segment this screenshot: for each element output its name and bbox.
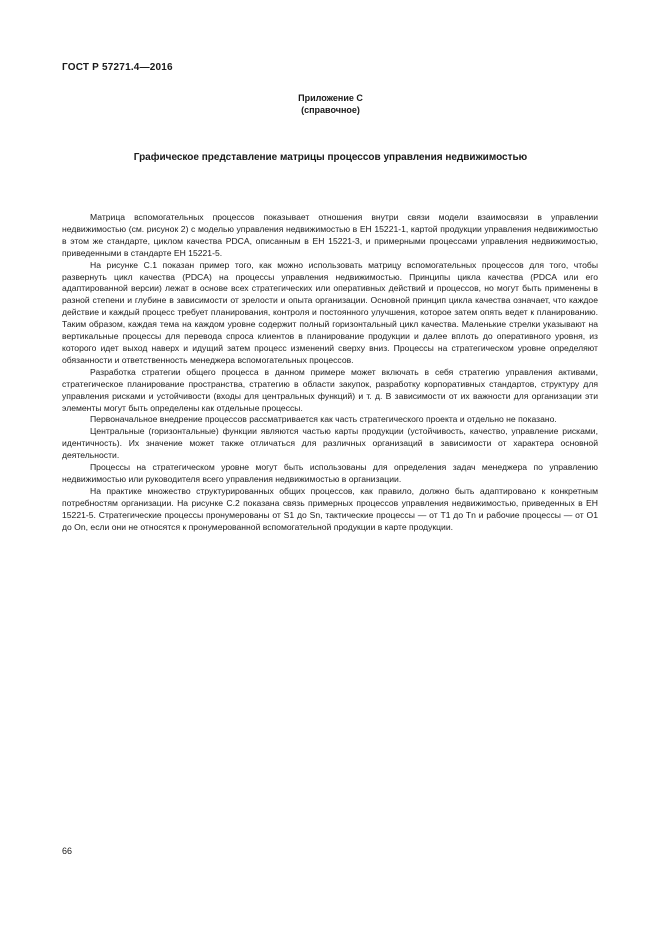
page-number: 66 — [62, 846, 73, 856]
paragraph: Разработка стратегии общего процесса в данном примере может включать в себя стратегию управления активами, стратегическое планирование пространства, стратегию в области закупок, разработку корпоративных стандартов, структуру для управления рисками и устойчивости (входы для центральных функций) и т. д. В зависимости от их важности для организации эти элементы могут быть определены как отдельные процессы. — [62, 366, 598, 413]
paragraph: Процессы на стратегическом уровне могут быть использованы для определения задач менеджера по управлению недвижимостью или руководителя всего управления недвижимостью в организации. — [62, 462, 598, 484]
standard-code: ГОСТ Р 57271.4—2016 — [62, 62, 173, 73]
body-text — [62, 212, 598, 533]
appendix-subtitle: (справочное) — [301, 105, 360, 115]
paragraph: Матрица вспомогательных процессов показывает отношения внутри связи модели взаимосвязи в управлении недвижимостью (см. рисунок 2) с моделью управления недвижимостью в ЕН 15221-1, картой продукции управления недвижимостью в этом же стандарте, циклом качества PDCA, описанным в ЕН 15221-3, и примерными процессами управления недвижимостью, приведенными в стандарте ЕН 15221-5. — [62, 212, 598, 258]
appendix-title: Приложение С — [298, 93, 363, 103]
paragraph: Центральные (горизонтальные) функции являются частью карты продукции (устойчивость, качество, управление рисками, идентичность). Их значение может также отличаться для различных организаций в зависимости от характера основной деятельности. — [62, 426, 598, 461]
paragraph: На рисунке С.1 показан пример того, как можно использовать матрицу вспомогательных процессов для того, чтобы развернуть цикл качества (PDCA) на процессы управления недвижимостью. Принципы цикла качества (PDCA или его адаптированной версии) лежат в основе всех стратегических или оперативных действий и процессов, но могут быть применены в разной степени и глубине в зависимости от зрелости и опыта организации. Основной принцип цикла качества означает, что каждое действие и каждый процесс требует планирования, контроля и постоянного улучшения, которое затем опять ведет к планированию. Таким образом, каждая тема на каждом уровне содержит полный горизонтальный цикл качества. Маленькие стрелки указывают на вертикальные процессы для перевода спроса клиентов в планирование продукции и далее вплоть до оперативного уровня, из которого идет выход наверх и идущий затем процесс изменений сверху вниз. Процессы на стратегическом уровне определяют обязанности и ответственность менеджера вспомогательных процессов. — [62, 259, 598, 365]
section-title: Графическое представление матрицы процессов управления недвижимостью — [133, 152, 528, 163]
appendix-heading — [0, 92, 661, 116]
paragraph: На практике множество структурированных общих процессов, как правило, должно быть адаптировано к конкретным потребностям организации. На рисунке С.2 показана связь примерных процессов управления недвижимостью, приведенных в ЕН 15221-5. Стратегические процессы пронумерованы от S1 до Sn, тактические процессы — от T1 до Tn и рабочие процессы — от O1 до On, если они не относятся к пронумерованной вспомогательной продукции в карте продукции. — [62, 485, 598, 532]
paragraph: Первоначальное внедрение процессов рассматривается как часть стратегического проекта и отдельно не показано. — [90, 414, 557, 425]
